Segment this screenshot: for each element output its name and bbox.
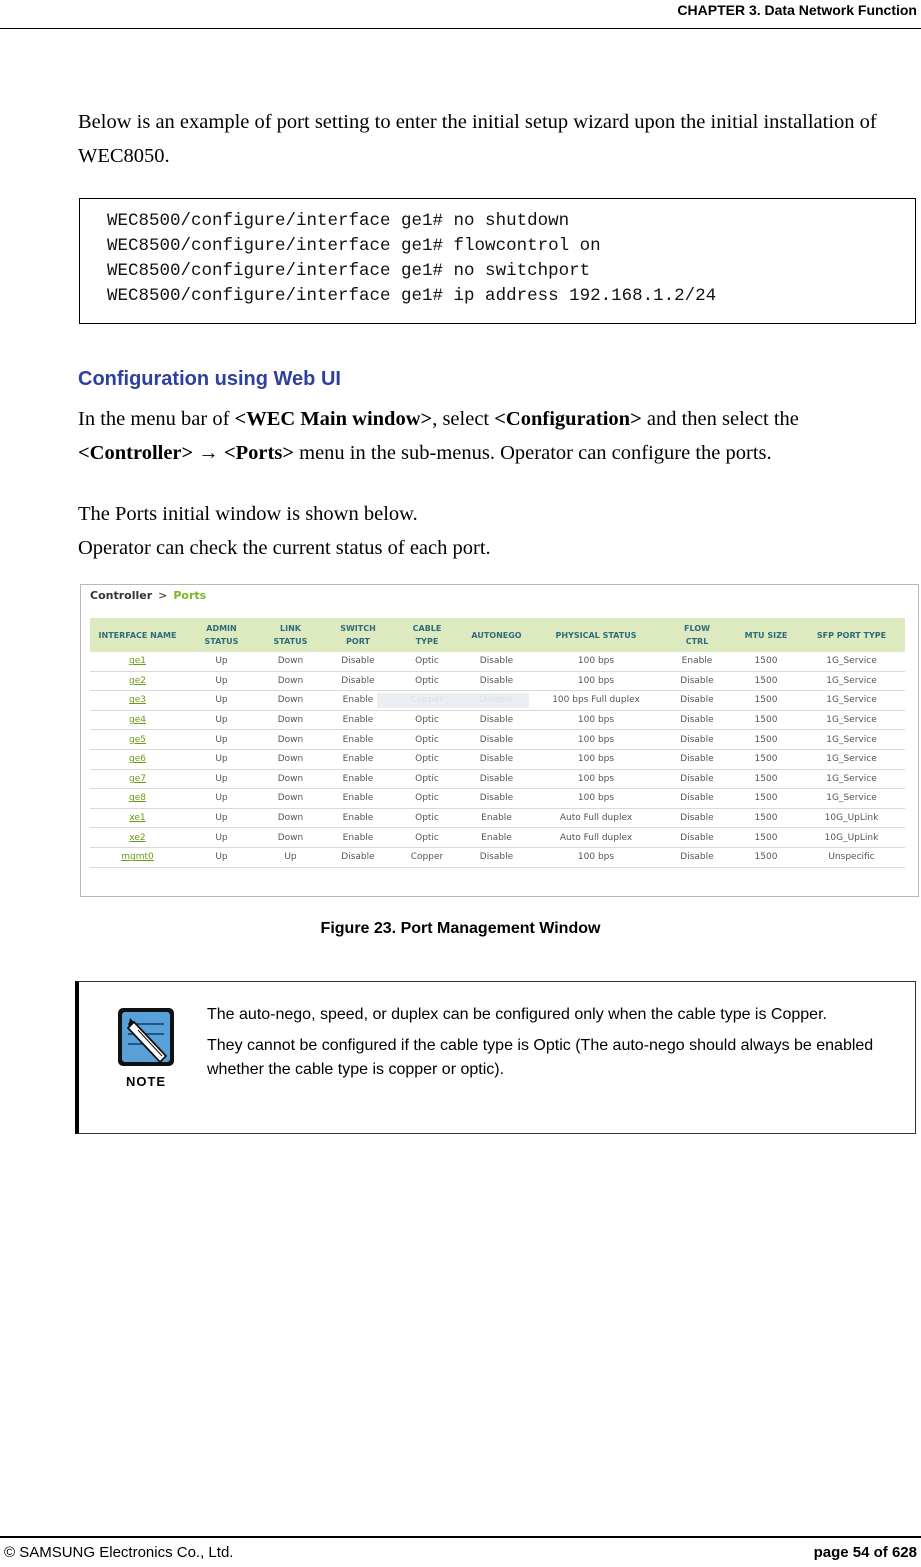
interface-link[interactable]: ge7: [90, 769, 185, 789]
table-cell: Optic: [393, 808, 461, 828]
column-header: [323, 618, 393, 652]
table-cell: 1G_Service: [798, 691, 905, 711]
column-header-line: ADMIN: [206, 624, 237, 633]
table-cell: Down: [258, 828, 323, 848]
column-header-line: STATUS: [204, 637, 239, 646]
interface-link[interactable]: ge2: [90, 671, 185, 691]
column-header: [798, 618, 905, 652]
table-cell: Optic: [393, 671, 461, 691]
table-cell: Down: [258, 749, 323, 769]
table-body: [90, 652, 905, 867]
table-cell: Down: [258, 652, 323, 671]
table-row[interactable]: [90, 828, 905, 848]
table-cell: Disable: [660, 769, 734, 789]
table-cell: Optic: [393, 652, 461, 671]
code-line: WEC8500/configure/interface ge1# no switchport: [107, 261, 591, 281]
table-cell: Disable: [660, 789, 734, 809]
table-cell: 100 bps: [532, 730, 660, 750]
column-header: [660, 618, 734, 652]
table-cell: 1G_Service: [798, 671, 905, 691]
table-cell: Up: [258, 847, 323, 867]
table-cell: 1G_Service: [798, 769, 905, 789]
table-cell: Disable: [461, 847, 532, 867]
table-cell: Enable: [461, 808, 532, 828]
table-cell: Down: [258, 730, 323, 750]
table-row[interactable]: [90, 847, 905, 867]
column-header: [185, 618, 258, 652]
table-cell: 100 bps: [532, 789, 660, 809]
table-cell: Disable: [461, 749, 532, 769]
table-cell: Disable: [323, 652, 393, 671]
column-header-line: CABLE: [412, 624, 442, 633]
text-line: The Ports initial window is shown below.: [78, 503, 418, 525]
table-cell: Optic: [393, 710, 461, 730]
breadcrumb-controller[interactable]: Controller: [90, 589, 153, 602]
table-cell: Optic: [393, 828, 461, 848]
table-cell: Down: [258, 769, 323, 789]
column-header-line: SFP PORT TYPE: [816, 630, 887, 640]
menu-instruction-paragraph: [78, 402, 908, 470]
table-cell: Disable: [660, 828, 734, 848]
table-cell: Down: [258, 691, 323, 711]
table-cell: Optic: [393, 769, 461, 789]
column-header-line: AUTONEGO: [471, 630, 522, 640]
table-cell: Up: [185, 789, 258, 809]
table-cell: 1G_Service: [798, 652, 905, 671]
table-cell: Enable: [323, 730, 393, 750]
table-cell: Up: [185, 847, 258, 867]
table-cell: Up: [185, 652, 258, 671]
text-run-bold: <Controller>: [78, 442, 194, 464]
table-row[interactable]: [90, 710, 905, 730]
table-cell: Down: [258, 789, 323, 809]
table-cell: Disable: [660, 671, 734, 691]
text-line: Operator can check the current status of each port.: [78, 537, 491, 559]
interface-link[interactable]: xe1: [90, 808, 185, 828]
table-cell: Up: [185, 769, 258, 789]
table-cell: 1500: [734, 847, 798, 867]
table-cell: Optic: [393, 789, 461, 809]
table-cell: Up: [185, 730, 258, 750]
table-row[interactable]: [90, 789, 905, 809]
ports-window-screenshot: [80, 584, 919, 897]
breadcrumb-separator: >: [158, 589, 168, 602]
table-cell: 1500: [734, 691, 798, 711]
column-header-line: TYPE: [415, 637, 439, 646]
table-cell: 100 bps: [532, 710, 660, 730]
interface-link[interactable]: ge3: [90, 691, 185, 711]
table-cell: 1500: [734, 769, 798, 789]
text-run-bold: <Configuration>: [494, 408, 642, 430]
column-header: [90, 618, 185, 652]
note-label: NOTE: [125, 1074, 167, 1089]
table-cell: Optic: [393, 749, 461, 769]
table-row[interactable]: [90, 730, 905, 750]
text-run-bold: <Ports>: [223, 442, 295, 464]
column-header-line: PORT: [346, 637, 370, 646]
table-cell: Disable: [660, 710, 734, 730]
table-row[interactable]: [90, 769, 905, 789]
column-header-line: MTU SIZE: [744, 630, 788, 640]
table-row[interactable]: [90, 652, 905, 671]
table-cell: Disable: [461, 710, 532, 730]
note-text: [207, 1003, 887, 1089]
interface-link[interactable]: ge8: [90, 789, 185, 809]
table-cell: 1500: [734, 828, 798, 848]
column-header: [393, 618, 461, 652]
text-run: In the menu bar of: [78, 408, 235, 430]
section-heading: Configuration using Web UI: [78, 368, 341, 390]
table-cell: Up: [185, 749, 258, 769]
table-cell: Disable: [461, 769, 532, 789]
table-cell: Disable: [660, 749, 734, 769]
note-line: The auto-nego, speed, or duplex can be configured only when the cable type is Copper.: [207, 1006, 827, 1023]
table-cell: 100 bps: [532, 749, 660, 769]
table-cell: Disable: [660, 730, 734, 750]
table-cell: 10G_UpLink: [798, 828, 905, 848]
table-cell: 1500: [734, 789, 798, 809]
copyright: © SAMSUNG Electronics Co., Ltd.: [4, 1544, 234, 1561]
code-block: [79, 198, 916, 324]
table-cell: Enable: [323, 749, 393, 769]
table-cell: 100 bps: [532, 847, 660, 867]
table-cell: Enable: [323, 828, 393, 848]
table-cell: 1500: [734, 808, 798, 828]
table-cell: 1500: [734, 671, 798, 691]
table-cell: Down: [258, 710, 323, 730]
table-cell: Up: [185, 808, 258, 828]
note-line: They cannot be configured if the cable type is Optic (The auto-nego should always be enabled whether the cable type is copper or optic).: [207, 1037, 874, 1078]
table-header-row: [90, 618, 905, 652]
column-header-line: INTERFACE NAME: [98, 630, 177, 640]
table-cell: Up: [185, 828, 258, 848]
table-cell: Auto Full duplex: [532, 808, 660, 828]
interface-link[interactable]: ge1: [90, 652, 185, 671]
page-number: page 54 of 628: [813, 1544, 917, 1561]
text-run: menu in the sub-menus. Operator can configure the ports.: [294, 442, 772, 464]
figure-caption: Figure 23. Port Management Window: [320, 920, 601, 937]
column-header: [532, 618, 660, 652]
ports-table: [90, 618, 905, 868]
column-header-line: CTRL: [685, 637, 709, 646]
table-cell: Disable: [461, 789, 532, 809]
chapter-title: CHAPTER 3. Data Network Function: [677, 2, 917, 18]
table-cell: Enable: [323, 789, 393, 809]
table-cell: Enable: [323, 808, 393, 828]
table-cell: Down: [258, 671, 323, 691]
intro-paragraph: Below is an example of port setting to enter the initial setup wizard upon the initial installation of WEC8050.: [78, 111, 877, 167]
table-cell: 1500: [734, 652, 798, 671]
table-cell: Enable: [660, 652, 734, 671]
table-cell: 1G_Service: [798, 710, 905, 730]
text-run: , select: [432, 408, 495, 430]
column-header: [258, 618, 323, 652]
table-cell: Disable: [323, 847, 393, 867]
table-cell: Disable: [660, 808, 734, 828]
table-row[interactable]: [90, 671, 905, 691]
text-run: and then select the: [641, 408, 799, 430]
interface-link[interactable]: xe2: [90, 828, 185, 848]
note-box: [75, 981, 916, 1134]
table-cell: Enable: [323, 691, 393, 711]
code-line: WEC8500/configure/interface ge1# no shutdown: [107, 211, 570, 231]
interface-link[interactable]: mgmt0: [90, 847, 185, 867]
table-cell: Enable: [461, 828, 532, 848]
column-header-line: FLOW: [684, 624, 710, 633]
hover-tooltip: [377, 693, 529, 708]
table-row[interactable]: [90, 808, 905, 828]
table-cell: Disable: [660, 691, 734, 711]
note-icon: [116, 1006, 176, 1088]
table-cell: 1G_Service: [798, 730, 905, 750]
table-cell: 100 bps: [532, 652, 660, 671]
table-cell: Enable: [323, 769, 393, 789]
table-cell: Disable: [461, 730, 532, 750]
breadcrumb: [90, 589, 206, 602]
interface-link[interactable]: ge6: [90, 749, 185, 769]
table-row[interactable]: [90, 749, 905, 769]
ports-window-paragraph: [78, 497, 908, 565]
interface-link[interactable]: ge4: [90, 710, 185, 730]
text-run-bold: <WEC Main window>: [234, 408, 433, 430]
table-cell: Unspecific: [798, 847, 905, 867]
table-cell: Copper: [393, 847, 461, 867]
page-footer: [0, 1536, 921, 1567]
column-header-line: STATUS: [273, 637, 308, 646]
table-cell: Up: [185, 691, 258, 711]
table-cell: 10G_UpLink: [798, 808, 905, 828]
table-cell: Up: [185, 710, 258, 730]
table-cell: Disable: [323, 671, 393, 691]
table-cell: Optic: [393, 730, 461, 750]
code-line: WEC8500/configure/interface ge1# flowcontrol on: [107, 236, 601, 256]
table-cell: Disable: [660, 847, 734, 867]
table-cell: Down: [258, 808, 323, 828]
table-cell: 1G_Service: [798, 789, 905, 809]
table-cell: Auto Full duplex: [532, 828, 660, 848]
breadcrumb-ports: Ports: [173, 589, 207, 602]
table-cell: 1500: [734, 730, 798, 750]
table-cell: Enable: [323, 710, 393, 730]
page-header: [0, 0, 921, 29]
code-line: WEC8500/configure/interface ge1# ip address 192.168.1.2/24: [107, 286, 717, 306]
table-cell: 100 bps Full duplex: [532, 691, 660, 711]
table-cell: 1G_Service: [798, 749, 905, 769]
table-cell: Up: [185, 671, 258, 691]
column-header-line: SWITCH: [340, 624, 376, 633]
arrow-icon: →: [193, 442, 224, 464]
table-cell: Disable: [461, 652, 532, 671]
column-header-line: PHYSICAL STATUS: [555, 630, 637, 640]
table-cell: 100 bps: [532, 769, 660, 789]
table-cell: 1500: [734, 749, 798, 769]
table-cell: Disable: [461, 671, 532, 691]
column-header: [461, 618, 532, 652]
column-header: [734, 618, 798, 652]
interface-link[interactable]: ge5: [90, 730, 185, 750]
table-cell: 100 bps: [532, 671, 660, 691]
column-header-line: LINK: [280, 624, 301, 633]
table-cell: 1500: [734, 710, 798, 730]
